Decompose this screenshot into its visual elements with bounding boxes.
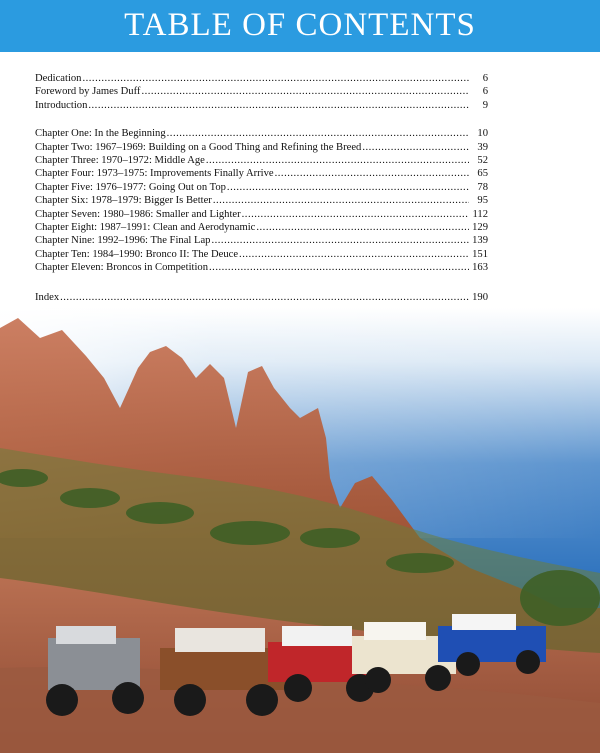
toc-entry[interactable] xyxy=(35,167,488,180)
toc-entry-page: 129 xyxy=(472,221,488,233)
toc-entry-page: 39 xyxy=(477,141,488,153)
toc-entry-title: Chapter Ten: 1984–1990: Bronco II: The Deuce xyxy=(35,248,239,260)
toc-entry[interactable] xyxy=(35,221,488,234)
toc-entry-title: Chapter Two: 1967–1969: Building on a Good Thing and Refining the Breed xyxy=(35,141,362,153)
page-title: TABLE OF CONTENTS xyxy=(124,7,476,43)
red-rock-broncos-photo xyxy=(0,308,600,753)
table-of-contents xyxy=(35,72,488,305)
toc-entry-title: Chapter Eight: 1987–1991: Clean and Aerodynamic xyxy=(35,221,256,233)
toc-entry-title: Foreword by James Duff xyxy=(35,86,141,98)
toc-entry-title: Chapter Three: 1970–1972: Middle Age xyxy=(35,154,205,166)
toc-entry-page: 9 xyxy=(482,99,488,111)
toc-entry-page: 190 xyxy=(472,292,488,304)
toc-entry-title: Chapter Eleven: Broncos in Competition xyxy=(35,262,209,274)
toc-entry-page: 78 xyxy=(477,181,488,193)
toc-entry[interactable] xyxy=(35,99,488,112)
toc-entry-page: 65 xyxy=(477,168,488,180)
toc-entry[interactable] xyxy=(35,141,488,154)
toc-entry-title: Chapter Seven: 1980–1986: Smaller and Lighter xyxy=(35,208,241,220)
toc-entry-title: Chapter Four: 1973–1975: Improvements Finally Arrive xyxy=(35,168,274,180)
toc-entry[interactable] xyxy=(35,85,488,98)
toc-entry-page: 139 xyxy=(472,235,488,247)
toc-entry[interactable] xyxy=(35,208,488,221)
toc-entry-title: Dedication xyxy=(35,73,82,84)
toc-entry-page: 95 xyxy=(477,195,488,207)
title-banner xyxy=(0,0,600,52)
toc-entry-page: 6 xyxy=(482,73,488,84)
toc-entry[interactable] xyxy=(35,234,488,247)
toc-entry-page: 151 xyxy=(472,248,488,260)
toc-entry-page: 6 xyxy=(482,86,488,98)
toc-entry[interactable] xyxy=(35,72,488,85)
toc-entry-title: Chapter Nine: 1992–1996: The Final Lap xyxy=(35,235,211,247)
toc-entry-title: Introduction xyxy=(35,99,88,111)
toc-entry-title: Index xyxy=(35,292,60,304)
toc-entry-page: 10 xyxy=(477,128,488,140)
toc-entry[interactable] xyxy=(35,127,488,140)
toc-entry-page: 52 xyxy=(477,154,488,166)
toc-entry-title: Chapter Six: 1978–1979: Bigger Is Better xyxy=(35,195,212,207)
toc-entry[interactable] xyxy=(35,248,488,261)
toc-entry[interactable] xyxy=(35,194,488,207)
toc-entry-title: Chapter Five: 1976–1977: Going Out on Top xyxy=(35,181,226,193)
toc-entry-title: Chapter One: In the Beginning xyxy=(35,128,166,140)
toc-entry[interactable] xyxy=(35,181,488,194)
toc-entry-page: 163 xyxy=(472,262,488,274)
toc-entry-page: 112 xyxy=(472,208,488,220)
toc-entry[interactable] xyxy=(35,291,488,304)
toc-entry[interactable] xyxy=(35,154,488,167)
toc-entry[interactable] xyxy=(35,261,488,274)
